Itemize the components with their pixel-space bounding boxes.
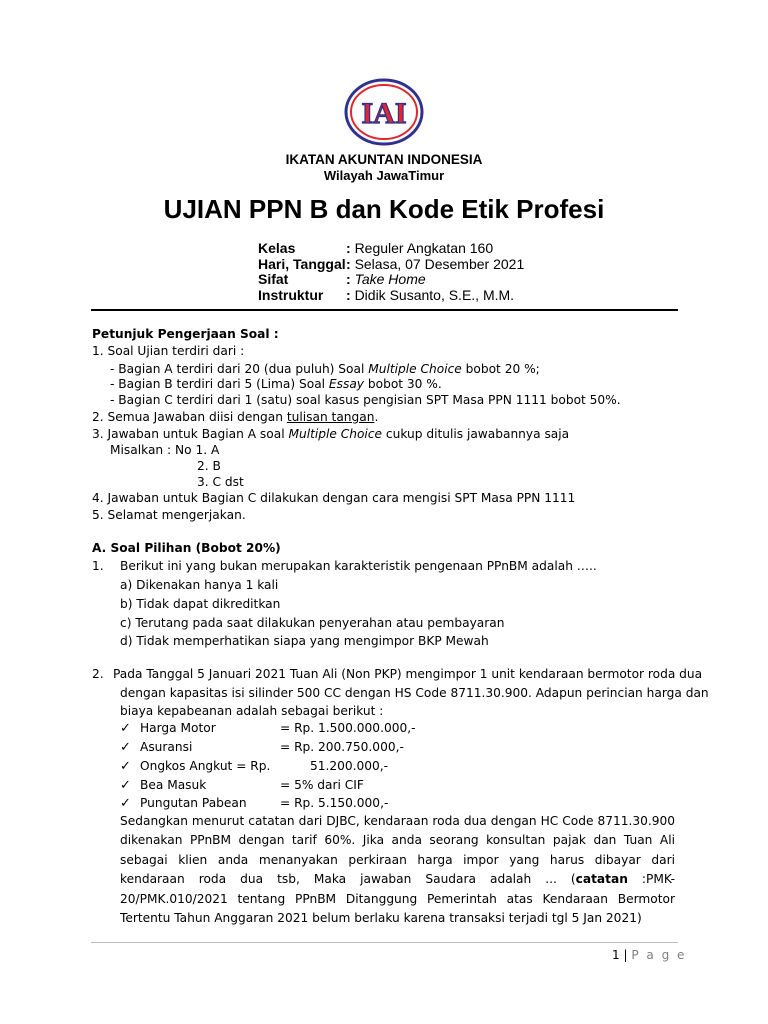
org-name: IKATAN AKUNTAN INDONESIA — [285, 152, 483, 167]
org-region: Wilayah JawaTimur — [323, 168, 445, 183]
meta-hari-tanggal: Hari, Tanggal: Selasa, 07 Desember 2021 — [258, 256, 525, 272]
instruction-3-example-a: Misalkan : No 1. A — [110, 443, 220, 457]
instruction-1a: - Bagian A terdiri dari 20 (dua puluh) Soal Multiple Choice bobot 20 %; — [110, 362, 540, 376]
instruction-1c: - Bagian C terdiri dari 1 (satu) soal kasus pengisian SPT Masa PPN 1111 bobot 50%. — [110, 393, 621, 407]
header-divider — [91, 309, 678, 311]
instruction-5: 5. Selamat mengerjakan. — [92, 508, 246, 522]
q1-text: Berikut ini yang bukan merupakan karakteristik pengenaan PPnBM adalah ….. — [120, 559, 597, 573]
check-icon: ✓ — [120, 778, 131, 793]
q1-option-c: c) Terutang pada saat dilakukan penyerahan atau pembayaran — [120, 616, 505, 630]
cost-row-asuransi: ✓ Asuransi = Rp. 200.750.000,- — [120, 740, 404, 755]
check-icon: ✓ — [120, 740, 131, 755]
q1-option-d: d) Tidak memperhatikan siapa yang mengimpor BKP Mewah — [120, 634, 489, 648]
q2-line-3: biaya kepabeanan adalah sebagai berikut : — [120, 704, 384, 718]
q1-option-a: a) Dikenakan hanya 1 kali — [120, 578, 279, 592]
meta-sifat: Sifat : Take Home — [258, 271, 426, 287]
iai-logo — [344, 78, 424, 146]
check-icon: ✓ — [120, 721, 131, 736]
logo-text: IAI — [361, 97, 407, 130]
section-a-heading: A. Soal Pilihan (Bobot 20%) — [92, 541, 281, 555]
q2-line-1: Pada Tanggal 5 Januari 2021 Tuan Ali (Non PKP) mengimpor 1 unit kendaraan bermotor roda dua — [113, 667, 703, 681]
instruction-3-example-b: 2. B — [197, 459, 221, 473]
check-icon: ✓ — [120, 759, 131, 774]
instruction-1b: - Bagian B terdiri dari 5 (Lima) Soal Essay bobot 30 %. — [110, 377, 442, 391]
cost-row-bea-masuk: ✓ Bea Masuk = 5% dari CIF — [120, 778, 364, 793]
q2-paragraph: Sedangkan menurut catatan dari DJBC, kendaraan roda dua dengan HC Code 8711.30.900 dikenakan PPnBM dengan tarif 60%. Jika anda seorang konsultan pajak dan Tuan Ali sebagai klien anda menanyakan perkiraan harga impor yang harus dibayar dari kendaraan roda dua tsb, Maka jawaban Saudara adalah ... (catatan :PMK-20/PMK.010/2021 tentang PPnBM Ditanggung Pemerintah atas Kendaraan Bermotor Tertentu Tahun Anggaran 2021 belum berlaku karena transaksi terjadi tgl 5 Jan 2021) — [120, 814, 675, 926]
cost-row-pungutan-pabean: ✓ Pungutan Pabean = Rp. 5.150.000,- — [120, 796, 389, 811]
page-title: UJIAN PPN B dan Kode Etik Profesi — [163, 194, 605, 224]
cost-row-ongkos-angkut: ✓ Ongkos Angkut = Rp. 51.200.000,- — [120, 759, 389, 774]
instruction-3-example-c: 3. C dst — [197, 475, 244, 489]
instruction-2: 2. Semua Jawaban diisi dengan tulisan tangan. — [92, 410, 379, 424]
instructions-heading: Petunjuk Pengerjaan Soal : — [92, 327, 279, 341]
footer-divider — [91, 942, 678, 943]
instruction-3: 3. Jawaban untuk Bagian A soal Multiple Choice cukup ditulis jawabannya saja — [92, 427, 570, 441]
meta-kelas: Kelas : Reguler Angkatan 160 — [258, 240, 494, 256]
instruction-1: 1. Soal Ujian terdiri dari : — [92, 344, 245, 358]
q2-line-2: dengan kapasitas isi silinder 500 CC dengan HS Code 8711.30.900. Adapun perincian harga dan — [120, 686, 709, 700]
meta-instruktur: Instruktur : Didik Susanto, S.E., M.M. — [258, 287, 515, 303]
instruction-4: 4. Jawaban untuk Bagian C dilakukan dengan cara mengisi SPT Masa PPN 1111 — [92, 491, 576, 505]
page-footer: 1 | P a g e — [612, 948, 687, 962]
q2-number: 2. — [92, 667, 104, 681]
q1-number: 1. — [92, 559, 104, 573]
check-icon: ✓ — [120, 796, 131, 811]
q1-option-b: b) Tidak dapat dikreditkan — [120, 597, 281, 611]
cost-row-harga-motor: ✓ Harga Motor = Rp. 1.500.000.000,- — [120, 721, 416, 736]
